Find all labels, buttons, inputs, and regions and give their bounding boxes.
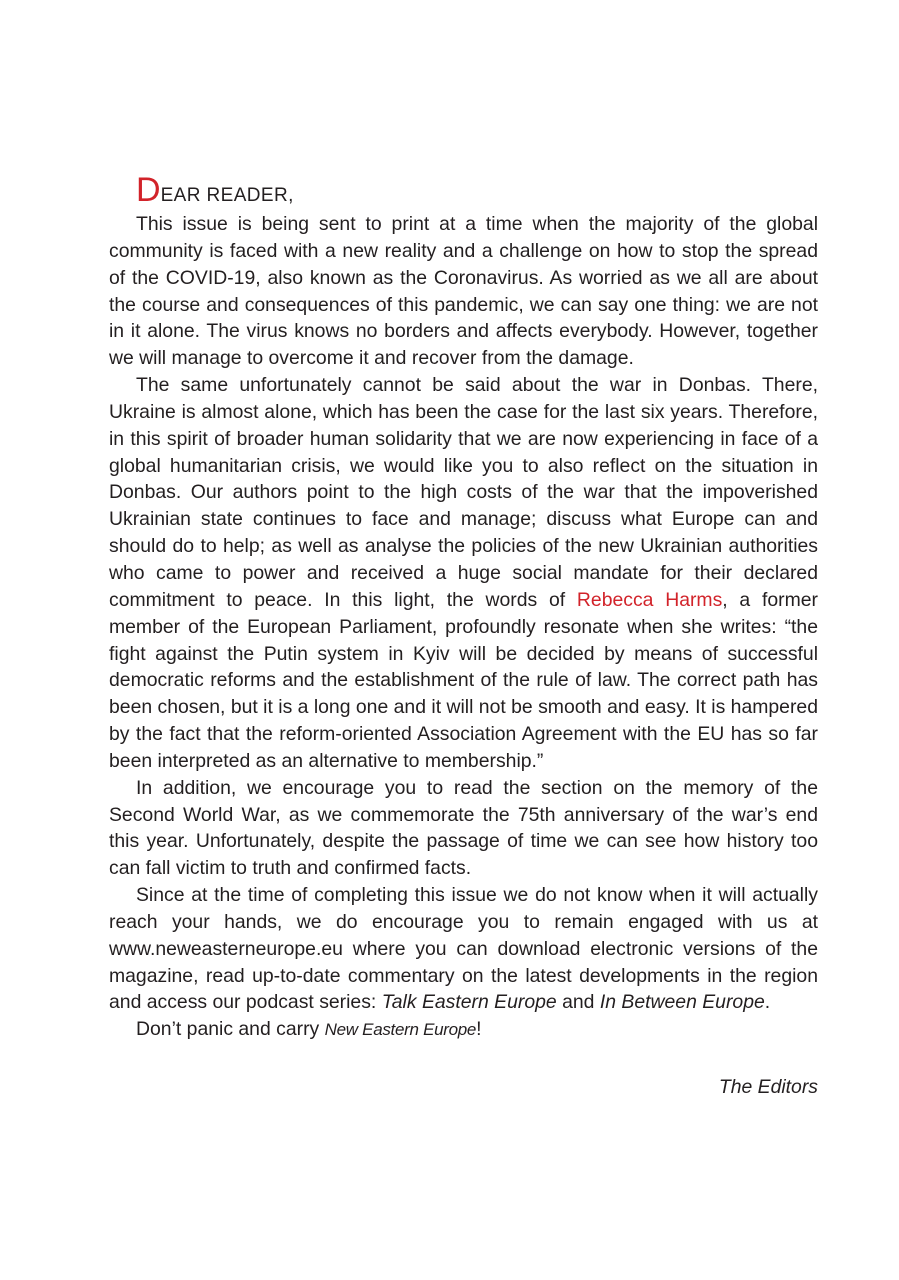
author-name-highlight: Rebecca Harms (576, 588, 723, 611)
letter-heading (136, 171, 818, 211)
heading-rest: EAR READER, (160, 185, 294, 206)
editorial-letter (109, 171, 818, 1044)
closing-text: Don’t panic and carry (136, 1018, 325, 1041)
paragraph-donbas-text-start: The same unfortunately cannot be said about the war in Donbas. There, Ukraine is almost alone, which has been the case for the last six years. Therefore, in this spirit of broader human solidarity that we are now experiencing in face of a global humanitarian crisis, we would like you to also reflect on the situation in Donbas. Our authors point to the high costs of the war that the impoverished Ukrainian state continues to face and manage; discuss what Europe can and should do to help; as well as analyse the policies of the new Ukrainian authorities who came to power and received a huge social mandate for their declared commitment to peace. In this light, the words of (109, 374, 818, 611)
paragraph-memory: In addition, we encourage you to read the section on the memory of the Second World War, as we commemorate the 75th anniversary of the war’s end this year. Unfortunately, despite the passage of time we can see how history too can fall victim to truth and confirmed facts. (109, 776, 818, 880)
conjunction-and: and (556, 991, 600, 1014)
paragraph-donbas (109, 372, 818, 775)
signature-the-editors: The Editors (718, 1076, 818, 1098)
closing-exclamation: ! (476, 1018, 482, 1041)
magazine-name: New Eastern Europe (324, 1020, 477, 1040)
paragraph-engagement (109, 882, 818, 1016)
paragraph-engagement-text: Since at the time of completing this issue we do not know when it will actually reach your hands, we do encourage you to remain engaged with us at www.neweasterneurope.eu where you can download electronic versions of the magazine, read up-to-date commentary on the latest developments in the region and access our podcast series: (109, 884, 818, 1014)
podcast-title-talk-eastern-europe: Talk Eastern Europe (381, 991, 557, 1014)
paragraph-donbas-text-end: , a former member of the European Parliament, profoundly resonate when she writes: “the fight against the Putin system in Kyiv will be decided by means of successful democratic reforms and the establishment of the rule of law. The correct path has been chosen, but it is a long one and it will not be smooth and easy. It is hampered by the fact that the reform-oriented Association Agreement with the EU has so far been interpreted as an alternative to membership.” (109, 588, 818, 772)
sentence-end: . (764, 991, 771, 1014)
podcast-title-in-between-europe: In Between Europe (599, 991, 765, 1014)
drop-cap-initial: D (136, 171, 161, 209)
paragraph-covid: This issue is being sent to print at a time when the majority of the global community is faced with a new reality and a challenge on how to stop the spread of the COVID-19, also known as the Coronavirus. As worried as we all are about the course and consequences of this pandemic, we can say one thing: we are not in it alone. The virus knows no borders and affects everybody. However, together we will manage to overcome it and recover from the damage. (109, 213, 818, 370)
paragraph-closing (109, 1016, 818, 1044)
